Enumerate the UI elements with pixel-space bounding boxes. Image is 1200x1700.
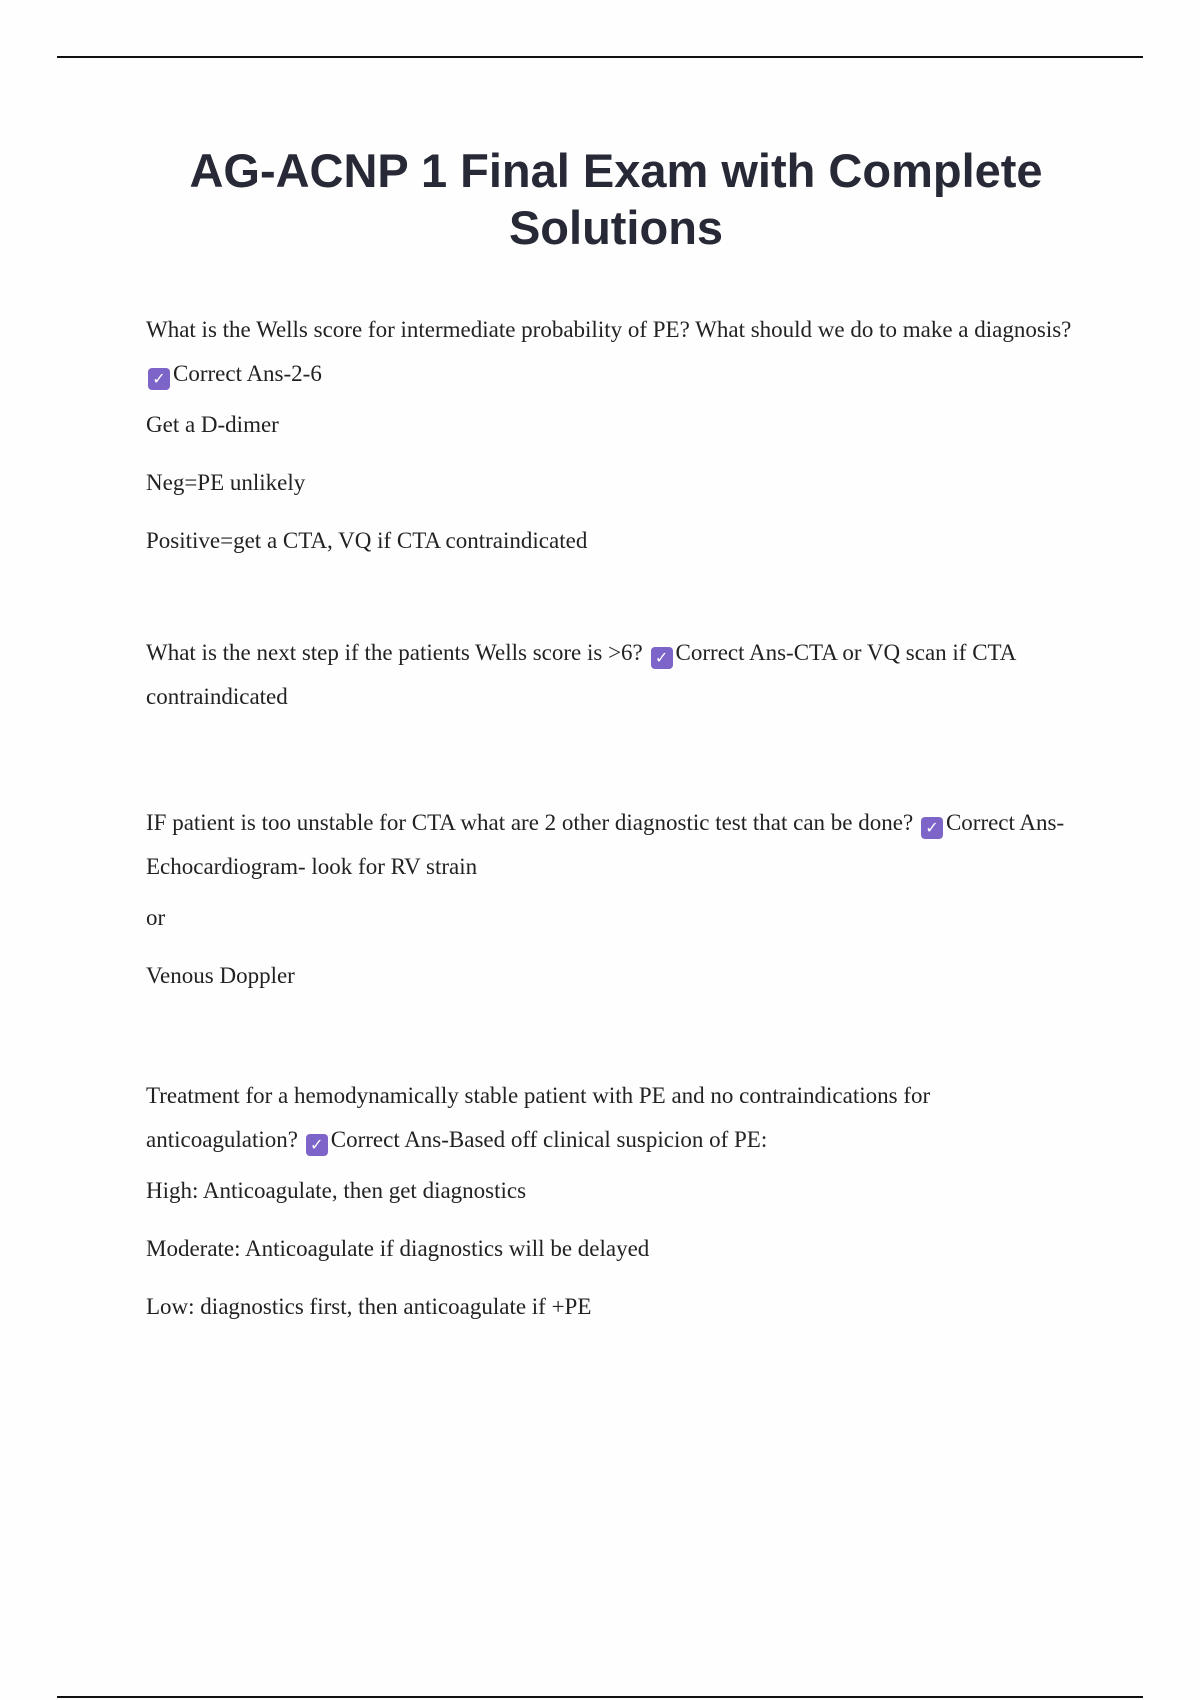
answer-detail: Neg=PE unlikely bbox=[146, 470, 306, 495]
checkbox-checked-icon: ✓ bbox=[921, 817, 943, 839]
qa-question-answer bbox=[146, 1074, 1076, 1162]
checkbox-checked-icon: ✓ bbox=[651, 647, 673, 669]
answer-detail: Venous Doppler bbox=[146, 963, 295, 988]
answer-detail: Moderate: Anticoagulate if diagnostics will be delayed bbox=[146, 1236, 650, 1261]
question-text: Treatment for a hemodynamically stable patient with PE and no contraindications for anticoagulation? bbox=[146, 1083, 931, 1152]
qa-list bbox=[146, 308, 1076, 1321]
bottom-rule bbox=[57, 1696, 1143, 1698]
document-title: AG-ACNP 1 Final Exam with Complete Solutions bbox=[189, 144, 1043, 254]
checkbox-checked-icon: ✓ bbox=[306, 1134, 328, 1156]
answer-detail: Low: diagnostics first, then anticoagulate if +PE bbox=[146, 1294, 592, 1319]
answer-detail: Positive=get a CTA, VQ if CTA contraindicated bbox=[146, 528, 588, 553]
question-text: What is the next step if the patients Wells score is >6? bbox=[146, 640, 643, 665]
answer-detail: or bbox=[146, 905, 166, 930]
qa-question-answer bbox=[146, 801, 1076, 889]
answer-text: Correct Ans-2-6 bbox=[173, 361, 322, 386]
answer-detail: High: Anticoagulate, then get diagnostics bbox=[146, 1178, 527, 1203]
qa-question-answer bbox=[146, 308, 1076, 396]
answer-detail: Get a D-dimer bbox=[146, 412, 279, 437]
qa-item-1 bbox=[146, 308, 1076, 555]
checkbox-checked-icon: ✓ bbox=[148, 368, 170, 390]
qa-item-3 bbox=[146, 801, 1076, 990]
top-rule bbox=[57, 56, 1143, 58]
qa-item-2 bbox=[146, 631, 1076, 719]
answer-text: Correct Ans-CTA or VQ scan if CTA contraindicated bbox=[146, 640, 1016, 709]
question-text: IF patient is too unstable for CTA what are 2 other diagnostic test that can be done? bbox=[146, 810, 914, 835]
qa-item-4 bbox=[146, 1074, 1076, 1321]
answer-text: Correct Ans-Echocardiogram- look for RV strain bbox=[146, 810, 1065, 879]
answer-text: Correct Ans-Based off clinical suspicion of PE: bbox=[330, 1127, 768, 1152]
qa-question-answer bbox=[146, 631, 1076, 719]
question-text: What is the Wells score for intermediate probability of PE? What should we do to make a diagnosis? bbox=[146, 317, 1072, 342]
